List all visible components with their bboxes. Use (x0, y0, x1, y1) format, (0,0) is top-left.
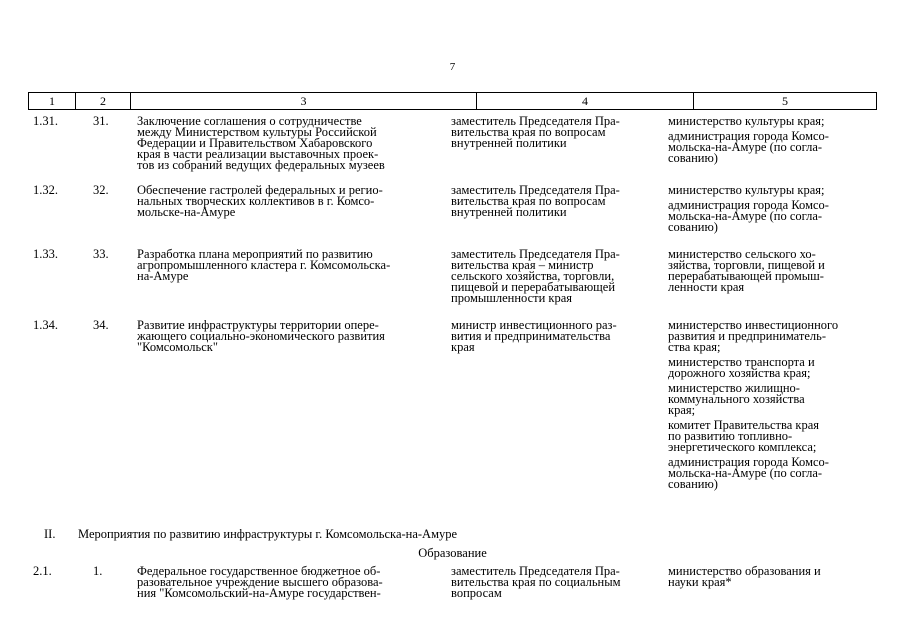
text-line: края (451, 340, 475, 354)
text-line: ленности края (668, 280, 745, 294)
text-line: мольска-на-Амуре (по согла- (668, 209, 823, 223)
text-line: заместитель Председателя Пра- (451, 183, 620, 197)
executor-item (668, 383, 878, 416)
text-line: администрация города Комсо- (668, 129, 829, 143)
text-line: ства края; (668, 340, 721, 354)
text-line: внутренней политики (451, 205, 567, 219)
text-line: заместитель Председателя Пра- (451, 564, 620, 578)
header-col-1: 1 (29, 93, 76, 109)
text-line: энергетического комплекса; (668, 440, 817, 454)
text-line: Разработка плана мероприятий по развитию (137, 247, 373, 261)
text-line: Развитие инфраструктуры территории опере- (137, 318, 379, 332)
header-col-2: 2 (76, 93, 131, 109)
section-title: Мероприятия по развитию инфраструктуры г. Комсомольска-на-Амуре (78, 527, 458, 541)
text-line: министерство сельского хо- (668, 247, 816, 261)
row-number: 32. (93, 183, 109, 197)
row-number: 1. (93, 564, 103, 578)
text-line: вития и предпринимательства (451, 329, 611, 343)
text-line: жающего социально-экономического развития (137, 329, 385, 343)
text-line: зяйства, торговли, пищевой и (668, 258, 825, 272)
text-line: комитет Правительства края (668, 418, 820, 432)
executor-item (668, 185, 878, 196)
text-line: министерство жилищно- (668, 381, 800, 395)
executor-item (668, 357, 878, 379)
text-line: ния "Комсомольский-на-Амуре государствен- (137, 586, 381, 600)
executors-list (668, 116, 878, 168)
responsible-official (451, 566, 661, 599)
row-number: 34. (93, 318, 109, 332)
responsible-official (451, 185, 661, 218)
text-line: тов из собраний ведущих федеральных музеев (137, 158, 385, 172)
executor-item (668, 457, 878, 490)
text-line: администрация города Комсо- (668, 455, 829, 469)
text-line: развития и предприниматель- (668, 329, 827, 343)
row-number: 31. (93, 114, 109, 128)
measure-description (137, 566, 442, 599)
text-line: вительства края по вопросам (451, 125, 606, 139)
responsible-official (451, 249, 661, 304)
text-line: министерство инвестиционного (668, 318, 839, 332)
text-line: Федеральное государственное бюджетное об- (137, 564, 381, 578)
text-line: администрация города Комсо- (668, 198, 829, 212)
executor-item (668, 116, 878, 127)
text-line: министерство культуры края; (668, 183, 825, 197)
text-line: науки края* (668, 575, 732, 589)
executors-list (668, 249, 878, 297)
text-line: края в части реализации выставочных проек- (137, 147, 379, 161)
measure-description (137, 249, 442, 282)
text-line: Заключение соглашения о сотрудничестве (137, 114, 362, 128)
subsection-heading: Образование (418, 546, 487, 560)
text-line: "Комсомольск" (137, 340, 218, 354)
table-header (28, 92, 877, 110)
section-number: II. (44, 527, 56, 541)
text-line: сованию) (668, 151, 718, 165)
row-index: 1.31. (33, 114, 58, 128)
text-line: вительства края – министр (451, 258, 594, 272)
text-line: края; (668, 403, 696, 417)
text-line: мольска-на-Амуре (по согла- (668, 140, 823, 154)
text-line: мольске-на-Амуре (137, 205, 236, 219)
text-line: министерство культуры края; (668, 114, 825, 128)
text-line: пищевой и перерабатывающей (451, 280, 616, 294)
text-line: разовательное учреждение высшего образова- (137, 575, 383, 589)
page-number: 7 (449, 61, 456, 73)
text-line: на-Амуре (137, 269, 189, 283)
text-line: заместитель Председателя Пра- (451, 114, 620, 128)
row-index: 1.33. (33, 247, 58, 261)
text-line: нальных творческих коллективов в г. Комсо- (137, 194, 375, 208)
executor-item (668, 420, 878, 453)
executor-item (668, 131, 878, 164)
text-line: внутренней политики (451, 136, 567, 150)
measure-description (137, 185, 442, 218)
executors-list (668, 566, 878, 592)
text-line: вительства края по вопросам (451, 194, 606, 208)
text-line: сельского хозяйства, торговли, (451, 269, 615, 283)
executor-item (668, 566, 878, 588)
text-line: мольска-на-Амуре (по согла- (668, 466, 823, 480)
text-line: коммунального хозяйства (668, 392, 805, 406)
text-line: министерство образования и (668, 564, 821, 578)
executors-list (668, 320, 878, 494)
executor-item (668, 249, 878, 293)
executors-list (668, 185, 878, 237)
text-line: дорожного хозяйства края; (668, 366, 811, 380)
header-col-4: 4 (477, 93, 694, 109)
measure-description (137, 320, 442, 353)
text-line: по развитию топливно- (668, 429, 793, 443)
text-line: Федерации и Правительством Хабаровского (137, 136, 373, 150)
responsible-official (451, 116, 661, 149)
text-line: сованию) (668, 477, 718, 491)
row-number: 33. (93, 247, 109, 261)
text-line: заместитель Председателя Пра- (451, 247, 620, 261)
text-line: Обеспечение гастролей федеральных и регио- (137, 183, 383, 197)
text-line: промышленности края (451, 291, 573, 305)
text-line: министр инвестиционного раз- (451, 318, 617, 332)
row-index: 1.32. (33, 183, 58, 197)
text-line: агропромышленного кластера г. Комсомольска- (137, 258, 391, 272)
measure-description (137, 116, 442, 171)
text-line: министерство транспорта и (668, 355, 815, 369)
text-line: вительства края по социальным (451, 575, 621, 589)
header-col-3: 3 (131, 93, 477, 109)
row-index: 1.34. (33, 318, 58, 332)
row-index: 2.1. (33, 564, 52, 578)
text-line: между Министерством культуры Российской (137, 125, 377, 139)
executor-item (668, 320, 878, 353)
text-line: перерабатывающей промыш- (668, 269, 824, 283)
executor-item (668, 200, 878, 233)
text-line: сованию) (668, 220, 718, 234)
header-col-5: 5 (782, 94, 788, 108)
text-line: вопросам (451, 586, 502, 600)
responsible-official (451, 320, 661, 353)
